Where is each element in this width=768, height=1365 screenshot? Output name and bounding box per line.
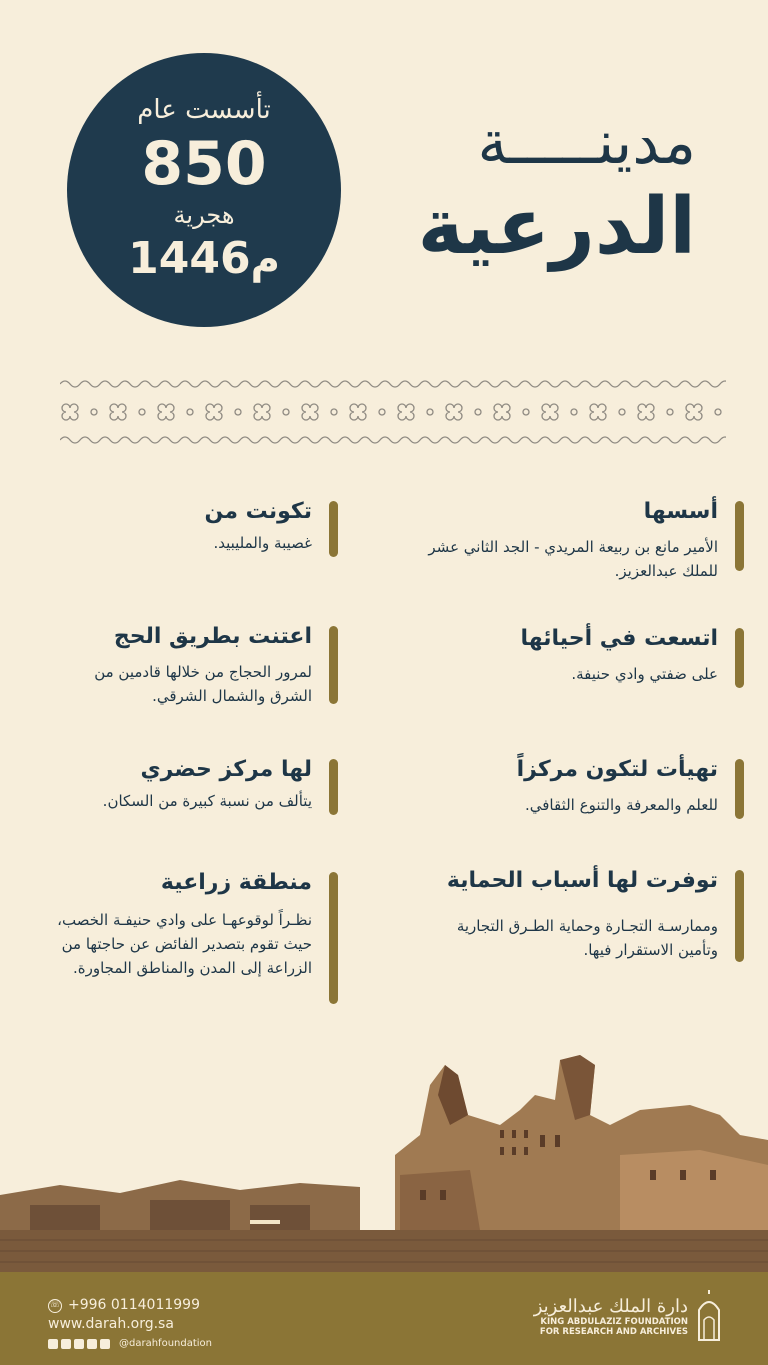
founded-gregorian-suffix: م bbox=[250, 237, 280, 283]
ornament-quatrefoil bbox=[398, 404, 414, 420]
info-item-founder bbox=[418, 497, 718, 583]
ornament-dot bbox=[283, 409, 289, 415]
whatsapp-icon: ☏ bbox=[48, 1299, 62, 1313]
info-item-bar bbox=[735, 628, 744, 688]
info-item-title: لها مركز حضري bbox=[140, 757, 312, 782]
logo-english-1: KING ABDULAZIZ FOUNDATION bbox=[540, 1316, 688, 1327]
ornament-dot bbox=[715, 409, 721, 415]
ornament-dot bbox=[187, 409, 193, 415]
info-item-text: يتألف من نسبة كبيرة من السكان. bbox=[102, 792, 312, 810]
logo-english-2: FOR RESEARCH AND ARCHIVES bbox=[539, 1326, 688, 1337]
founded-badge bbox=[67, 53, 341, 327]
info-item-text: على ضفتي وادي حنيفة. bbox=[571, 665, 718, 683]
ornament-dot bbox=[523, 409, 529, 415]
info-item-expansion bbox=[418, 624, 718, 686]
ornament-quatrefoil bbox=[110, 404, 126, 420]
ornament-quatrefoil bbox=[302, 404, 318, 420]
info-item-bar bbox=[735, 870, 744, 962]
info-item-bar bbox=[735, 501, 744, 571]
ornament-quatrefoil bbox=[254, 404, 270, 420]
ornament-dot bbox=[475, 409, 481, 415]
info-item-text: لمرور الحجاج من خلالها قادمين من الشرق والشمال الشرقي. bbox=[94, 663, 312, 705]
ornament-dot bbox=[427, 409, 433, 415]
info-item-text: غصيبة والمليبيد. bbox=[213, 534, 312, 552]
ornament-dot bbox=[331, 409, 337, 415]
founded-gregorian bbox=[67, 233, 341, 284]
info-item-bar bbox=[329, 501, 338, 557]
info-item-title: اعتنت بطريق الحج bbox=[113, 624, 312, 649]
info-item-title: اتسعت في أحيائها bbox=[520, 626, 718, 651]
youtube-icon[interactable] bbox=[87, 1339, 97, 1349]
info-item-knowledge-center bbox=[418, 755, 718, 817]
tiktok-icon[interactable] bbox=[48, 1339, 58, 1349]
info-item-agriculture bbox=[50, 868, 312, 980]
founded-hijri-year: 850 bbox=[141, 129, 267, 199]
info-item-bar bbox=[329, 759, 338, 815]
ornament-dot bbox=[91, 409, 97, 415]
instagram-icon[interactable] bbox=[61, 1339, 71, 1349]
info-item-text: الأمير مانع بن ربيعة المريدي - الجد الثاني عشر للملك عبدالعزيز. bbox=[428, 538, 718, 580]
footer-contact bbox=[48, 1296, 212, 1353]
founded-gregorian-year: 1446 bbox=[128, 233, 251, 284]
facebook-icon[interactable] bbox=[74, 1339, 84, 1349]
info-item-title: منطقة زراعية bbox=[160, 870, 312, 895]
info-item-text: للعلم والمعرفة والتنوع الثقافي. bbox=[524, 796, 718, 814]
info-item-protection bbox=[418, 866, 718, 962]
founded-hijri-label: هجرية bbox=[173, 201, 235, 229]
ornament-quatrefoil bbox=[158, 404, 174, 420]
ornament-quatrefoil bbox=[638, 404, 654, 420]
founded-label: تأسست عام bbox=[137, 95, 271, 125]
info-item-title: تكونت من bbox=[204, 499, 312, 524]
info-item-title: توفرت لها أسباب الحماية bbox=[446, 868, 718, 893]
ornament-quatrefoil bbox=[62, 404, 78, 420]
info-item-title: أسسها bbox=[643, 499, 718, 524]
info-item-hajj-route bbox=[50, 622, 312, 708]
ornament-quatrefoil bbox=[590, 404, 606, 420]
info-item-composition bbox=[50, 497, 312, 555]
ornament-dot bbox=[667, 409, 673, 415]
logo-arabic: دارة الملك عبدالعزيز bbox=[533, 1295, 688, 1317]
info-item-bar bbox=[329, 626, 338, 704]
page-title-line2: الدرعية bbox=[417, 182, 696, 272]
ornament-quatrefoil bbox=[686, 404, 702, 420]
phone-number[interactable]: +996 0114011999 bbox=[68, 1297, 200, 1313]
website-link[interactable]: www.darah.org.sa bbox=[48, 1316, 174, 1332]
diriyah-skyline-illustration bbox=[0, 1055, 768, 1275]
ornament-quatrefoil bbox=[350, 404, 366, 420]
social-icons bbox=[48, 1339, 110, 1349]
info-item-title: تهيأت لتكون مركزاً bbox=[516, 757, 718, 782]
ornament-dot bbox=[571, 409, 577, 415]
info-item-bar bbox=[735, 759, 744, 819]
darah-logo bbox=[534, 1290, 722, 1342]
social-row bbox=[48, 1334, 212, 1353]
logo-text bbox=[534, 1296, 688, 1337]
ornament-dot bbox=[619, 409, 625, 415]
logo-emblem-icon bbox=[696, 1290, 722, 1342]
ornament-dot bbox=[139, 409, 145, 415]
ornament-dot bbox=[235, 409, 241, 415]
x-icon[interactable] bbox=[100, 1339, 110, 1349]
website-row bbox=[48, 1315, 212, 1334]
info-item-bar bbox=[329, 872, 338, 1004]
phone-row bbox=[48, 1296, 212, 1315]
page-title-line1: مدينـــــة bbox=[477, 108, 696, 178]
ornament-dot bbox=[379, 409, 385, 415]
ornament-quatrefoil bbox=[206, 404, 222, 420]
ornament-divider bbox=[60, 376, 726, 448]
ornament-quatrefoil bbox=[446, 404, 462, 420]
ornament-quatrefoil bbox=[542, 404, 558, 420]
social-handle[interactable]: @darahfoundation bbox=[119, 1338, 212, 1349]
ornament-quatrefoil bbox=[494, 404, 510, 420]
info-item-text: وممارسـة التجـارة وحماية الطـرق التجارية وتأمين الاستقرار فيها. bbox=[456, 917, 718, 959]
info-item-text: نظـراً لوقوعهـا على وادي حنيفـة الخصب، حيث تقوم بتصدير الفائض عن حاجتها من الزراعة إلى المدن والمناطق المجاورة. bbox=[57, 911, 312, 977]
footer bbox=[0, 1272, 768, 1365]
info-item-urban-center bbox=[50, 755, 312, 813]
